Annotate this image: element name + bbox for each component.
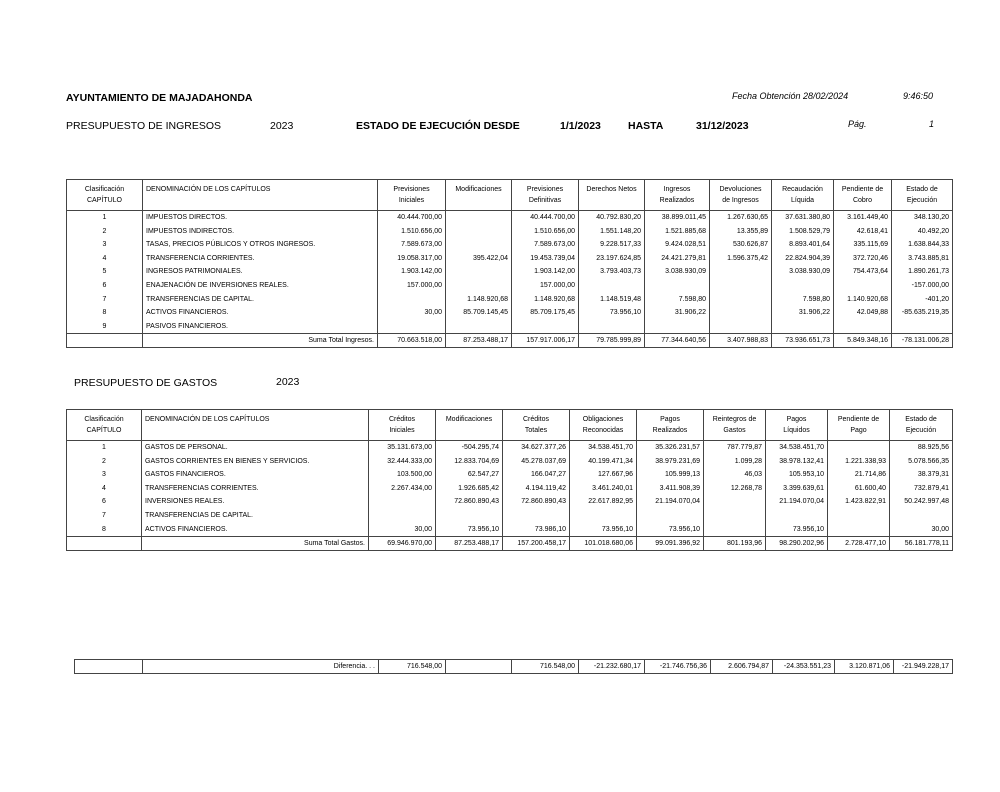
row-value: 34.538.451,70 <box>766 441 828 455</box>
row-value: 21.714,86 <box>828 468 890 482</box>
gastos-header-cell: DENOMINACIÓN DE LOS CAPÍTULOS <box>142 410 369 441</box>
diferencia-table <box>74 659 953 674</box>
row-code: 2 <box>67 225 143 239</box>
row-value: 372.720,46 <box>834 252 892 266</box>
row-value: 9.228.517,33 <box>579 238 645 252</box>
row-value: 31.906,22 <box>772 306 834 320</box>
table-row <box>67 279 953 293</box>
gastos-total-cell: 98.290.202,96 <box>766 537 828 551</box>
row-value: 1.890.261,73 <box>892 265 953 279</box>
entity-name: AYUNTAMIENTO DE MAJADAHONDA <box>66 92 253 104</box>
row-value <box>828 509 890 523</box>
row-value: 88.925,56 <box>890 441 953 455</box>
row-code: 1 <box>67 441 142 455</box>
row-value: 40.444.700,00 <box>512 211 579 225</box>
row-value: -401,20 <box>892 293 953 307</box>
ingresos-total-cell: 5.849.348,16 <box>834 334 892 348</box>
row-value <box>579 320 645 334</box>
row-value: 9.424.028,51 <box>645 238 710 252</box>
row-value: 3.793.403,73 <box>579 265 645 279</box>
row-value <box>369 495 436 509</box>
gastos-total-cell: 2.728.477,10 <box>828 537 890 551</box>
row-value: 72.860.890,43 <box>436 495 503 509</box>
row-value: 335.115,69 <box>834 238 892 252</box>
row-value: 7.598,80 <box>645 293 710 307</box>
state-label: ESTADO DE EJECUCIÓN DESDE <box>356 120 520 132</box>
row-denomination: INGRESOS PATRIMONIALES. <box>143 265 378 279</box>
gastos-total-row <box>67 537 953 551</box>
gastos-header-cell: Pendiente de Pago <box>828 410 890 441</box>
row-value <box>378 320 446 334</box>
gastos-header-cell: Pagos Líquidos <box>766 410 828 441</box>
row-value <box>446 238 512 252</box>
row-value: 1.521.885,68 <box>645 225 710 239</box>
row-code: 8 <box>67 523 142 537</box>
row-value: 40.199.471,34 <box>570 455 637 469</box>
row-value: 166.047,27 <box>503 468 570 482</box>
gastos-title: PRESUPUESTO DE GASTOS <box>74 377 218 389</box>
row-value <box>645 320 710 334</box>
diferencia-row <box>75 660 953 674</box>
ingresos-total-cell: -78.131.006,28 <box>892 334 953 348</box>
row-value: 157.000,00 <box>512 279 579 293</box>
row-value: 73.956,10 <box>766 523 828 537</box>
row-value: 7.589.673,00 <box>512 238 579 252</box>
row-value: 42.618,41 <box>834 225 892 239</box>
ingresos-total-label: Suma Total Ingresos. <box>143 334 378 348</box>
row-value: 1.510.656,00 <box>512 225 579 239</box>
ingresos-total-cell: 87.253.488,17 <box>446 334 512 348</box>
row-value <box>890 509 953 523</box>
gastos-header-cell: Créditos Iniciales <box>369 410 436 441</box>
row-denomination: TRANSFERENCIA CORRIENTES. <box>143 252 378 266</box>
row-value: 7.598,80 <box>772 293 834 307</box>
row-value: 73.956,10 <box>436 523 503 537</box>
row-code: 4 <box>67 252 143 266</box>
row-denomination: INVERSIONES REALES. <box>142 495 369 509</box>
gastos-header-cell: Estado de Ejecución <box>890 410 953 441</box>
row-value: 34.538.451,70 <box>570 441 637 455</box>
row-denomination: PASIVOS FINANCIEROS. <box>143 320 378 334</box>
row-value: 1.148.920,68 <box>512 293 579 307</box>
row-value: 754.473,64 <box>834 265 892 279</box>
row-code: 3 <box>67 238 143 252</box>
table-row <box>67 455 953 469</box>
ingresos-total-cell: 77.344.640,56 <box>645 334 710 348</box>
row-value <box>645 279 710 293</box>
diferencia-label: Diferencia. . . <box>143 660 379 674</box>
gastos-header-row <box>67 410 953 441</box>
row-value: 395.422,04 <box>446 252 512 266</box>
ingresos-header-cell: Derechos Netos <box>579 180 645 211</box>
row-value: 1.221.338,93 <box>828 455 890 469</box>
row-value <box>446 225 512 239</box>
gastos-header-cell: Clasificación CAPÍTULO <box>67 410 142 441</box>
gastos-total-cell: 801.193,96 <box>704 537 766 551</box>
row-value: 38.379,31 <box>890 468 953 482</box>
row-value: 85.709.145,45 <box>446 306 512 320</box>
row-value: 1.423.822,91 <box>828 495 890 509</box>
ingresos-total-cell: 70.663.518,00 <box>378 334 446 348</box>
diferencia-cell <box>446 660 512 674</box>
row-value: 127.667,96 <box>570 468 637 482</box>
row-value: 1.148.519,48 <box>579 293 645 307</box>
row-code: 3 <box>67 468 142 482</box>
diferencia-cell: -21.232.680,17 <box>579 660 645 674</box>
row-value: 21.194.070,04 <box>766 495 828 509</box>
row-value: 62.547,27 <box>436 468 503 482</box>
gastos-header-cell: Modificaciones <box>436 410 503 441</box>
table-row <box>67 293 953 307</box>
row-value: 105.953,10 <box>766 468 828 482</box>
ingresos-header-cell: Previsiones Definitivas <box>512 180 579 211</box>
row-value: 46,03 <box>704 468 766 482</box>
row-value <box>436 509 503 523</box>
row-value <box>378 293 446 307</box>
row-value: 19.453.739,04 <box>512 252 579 266</box>
row-value: 21.194.070,04 <box>637 495 704 509</box>
row-code: 6 <box>67 279 143 293</box>
table-row <box>67 523 953 537</box>
row-value <box>710 320 772 334</box>
row-value: 1.099,28 <box>704 455 766 469</box>
row-value: 1.510.656,00 <box>378 225 446 239</box>
row-value: 1.596.375,42 <box>710 252 772 266</box>
hasta-label: HASTA <box>628 120 664 132</box>
row-value <box>503 509 570 523</box>
row-value: 32.444.333,00 <box>369 455 436 469</box>
row-value: 3.399.639,61 <box>766 482 828 496</box>
row-code: 9 <box>67 320 143 334</box>
table-row <box>67 441 953 455</box>
row-value: 38.978.132,41 <box>766 455 828 469</box>
table-row <box>67 306 953 320</box>
row-value: 40.444.700,00 <box>378 211 446 225</box>
row-value: 40.792.830,20 <box>579 211 645 225</box>
row-value: 35.326.231,57 <box>637 441 704 455</box>
row-code: 6 <box>67 495 142 509</box>
gastos-total-cell: 87.253.488,17 <box>436 537 503 551</box>
row-value: 38.899.011,45 <box>645 211 710 225</box>
row-value <box>766 509 828 523</box>
row-value: 22.617.892,95 <box>570 495 637 509</box>
gastos-body <box>67 441 953 551</box>
fecha-obtencion: Fecha Obtención 28/02/2024 <box>732 91 849 101</box>
row-value: 13.355,89 <box>710 225 772 239</box>
table-row <box>67 482 953 496</box>
diferencia-cell: -21.949.228,17 <box>894 660 953 674</box>
row-value: 72.860.890,43 <box>503 495 570 509</box>
row-value <box>446 320 512 334</box>
gastos-header-cell: Créditos Totales <box>503 410 570 441</box>
gastos-total-cell: 69.946.970,00 <box>369 537 436 551</box>
time: 9:46:50 <box>903 91 934 101</box>
row-value: 2.267.434,00 <box>369 482 436 496</box>
page-label: Pág. <box>848 119 867 129</box>
row-denomination: IMPUESTOS INDIRECTOS. <box>143 225 378 239</box>
row-value <box>704 509 766 523</box>
gastos-table <box>66 409 953 551</box>
row-value <box>828 441 890 455</box>
gastos-total-cell: 99.091.396,92 <box>637 537 704 551</box>
ingresos-total-row <box>67 334 953 348</box>
row-value <box>579 279 645 293</box>
row-value: 103.500,00 <box>369 468 436 482</box>
row-denomination: GASTOS FINANCIEROS. <box>142 468 369 482</box>
ingresos-header-cell: Clasificación CAPÍTULO <box>67 180 143 211</box>
row-value: 30,00 <box>890 523 953 537</box>
row-value <box>710 279 772 293</box>
row-value: 85.709.175,45 <box>512 306 579 320</box>
ingresos-total-cell: 73.936.651,73 <box>772 334 834 348</box>
row-value <box>446 211 512 225</box>
ingresos-body <box>67 211 953 348</box>
row-value: 73.956,10 <box>637 523 704 537</box>
row-value: 31.906,22 <box>645 306 710 320</box>
row-denomination: IMPUESTOS DIRECTOS. <box>143 211 378 225</box>
row-value <box>834 279 892 293</box>
row-denomination: GASTOS DE PERSONAL. <box>142 441 369 455</box>
row-value <box>570 509 637 523</box>
diferencia-cell: 3.120.871,06 <box>835 660 894 674</box>
row-denomination: TRANSFERENCIAS DE CAPITAL. <box>142 509 369 523</box>
row-value: 12.833.704,69 <box>436 455 503 469</box>
ingresos-header-cell: Pendiente de Cobro <box>834 180 892 211</box>
ingresos-header-cell: Ingresos Realizados <box>645 180 710 211</box>
row-denomination: ACTIVOS FINANCIEROS. <box>143 306 378 320</box>
from-date: 1/1/2023 <box>560 120 601 132</box>
row-value <box>446 265 512 279</box>
row-value: 8.893.401,64 <box>772 238 834 252</box>
row-value: 23.197.624,85 <box>579 252 645 266</box>
table-row <box>67 509 953 523</box>
row-value: 1.638.844,33 <box>892 238 953 252</box>
gastos-year: 2023 <box>276 376 300 388</box>
row-value: 3.161.449,40 <box>834 211 892 225</box>
budget-title: PRESUPUESTO DE INGRESOS <box>66 120 222 132</box>
row-value: 3.743.885,81 <box>892 252 953 266</box>
row-value <box>772 320 834 334</box>
gastos-header-cell: Reintegros de Gastos <box>704 410 766 441</box>
row-value: 732.879,41 <box>890 482 953 496</box>
ingresos-total-cell: 79.785.999,89 <box>579 334 645 348</box>
ingresos-header-row <box>67 180 953 211</box>
ingresos-header-cell: DENOMINACIÓN DE LOS CAPÍTULOS <box>143 180 378 211</box>
row-value: 40.492,20 <box>892 225 953 239</box>
gastos-header-cell: Obligaciones Reconocidas <box>570 410 637 441</box>
row-value <box>772 279 834 293</box>
row-value: 3.038.930,09 <box>645 265 710 279</box>
row-value: 73.956,10 <box>570 523 637 537</box>
row-value: 7.589.673,00 <box>378 238 446 252</box>
row-value <box>369 509 436 523</box>
row-value: 19.058.317,00 <box>378 252 446 266</box>
ingresos-header-cell: Modificaciones <box>446 180 512 211</box>
row-value: -85.635.219,35 <box>892 306 953 320</box>
row-value: 157.000,00 <box>378 279 446 293</box>
table-row <box>67 211 953 225</box>
row-value: 73.986,10 <box>503 523 570 537</box>
table-row <box>67 265 953 279</box>
row-denomination: TRANSFERENCIAS CORRIENTES. <box>142 482 369 496</box>
table-row <box>67 225 953 239</box>
row-code: 7 <box>67 293 143 307</box>
row-code: 7 <box>67 509 142 523</box>
row-value <box>637 509 704 523</box>
row-denomination: ENAJENACIÓN DE INVERSIONES REALES. <box>143 279 378 293</box>
row-value: -504.295,74 <box>436 441 503 455</box>
row-code: 8 <box>67 306 143 320</box>
row-value: 30,00 <box>369 523 436 537</box>
row-value: 45.278.037,69 <box>503 455 570 469</box>
diferencia-cell: -21.746.756,36 <box>645 660 711 674</box>
diferencia-cell: 2.606.794,87 <box>711 660 773 674</box>
row-value: 5.078.566,35 <box>890 455 953 469</box>
row-value: 30,00 <box>378 306 446 320</box>
row-value: 12.268,78 <box>704 482 766 496</box>
row-value: 3.461.240,01 <box>570 482 637 496</box>
ingresos-header-cell: Devoluciones de Ingresos <box>710 180 772 211</box>
row-value: 787.779,87 <box>704 441 766 455</box>
gastos-total-cell: 56.181.778,11 <box>890 537 953 551</box>
row-value: 73.956,10 <box>579 306 645 320</box>
row-value: 61.600,40 <box>828 482 890 496</box>
diferencia-cell: 716.548,00 <box>379 660 446 674</box>
row-value: 530.626,87 <box>710 238 772 252</box>
row-value <box>834 320 892 334</box>
row-value: 22.824.904,39 <box>772 252 834 266</box>
row-value <box>892 320 953 334</box>
row-value: 4.194.119,42 <box>503 482 570 496</box>
page-number: 1 <box>929 119 935 129</box>
ingresos-table <box>66 179 953 348</box>
row-value: 35.131.673,00 <box>369 441 436 455</box>
row-value: 1.903.142,00 <box>378 265 446 279</box>
row-value: 1.551.148,20 <box>579 225 645 239</box>
budget-year: 2023 <box>270 120 294 132</box>
row-value <box>828 523 890 537</box>
total-blank <box>67 537 142 551</box>
row-value: 37.631.380,80 <box>772 211 834 225</box>
row-code: 5 <box>67 265 143 279</box>
row-value: 24.421.279,81 <box>645 252 710 266</box>
row-value <box>512 320 579 334</box>
row-value: 1.148.920,68 <box>446 293 512 307</box>
gastos-header-cell: Pagos Realizados <box>637 410 704 441</box>
row-value: 105.999,13 <box>637 468 704 482</box>
row-value: 50.242.997,48 <box>890 495 953 509</box>
row-value <box>710 306 772 320</box>
row-value <box>704 495 766 509</box>
to-date: 31/12/2023 <box>696 120 749 132</box>
table-row <box>67 320 953 334</box>
row-value: 1.508.529,79 <box>772 225 834 239</box>
row-denomination: TRANSFERENCIAS DE CAPITAL. <box>143 293 378 307</box>
row-value: 34.627.377,26 <box>503 441 570 455</box>
table-row <box>67 238 953 252</box>
ingresos-header-cell: Estado de Ejecución <box>892 180 953 211</box>
gastos-total-label: Suma Total Gastos. <box>142 537 369 551</box>
row-denomination: ACTIVOS FINANCIEROS. <box>142 523 369 537</box>
diferencia-cell: -24.353.551,23 <box>773 660 835 674</box>
total-blank <box>67 334 143 348</box>
diferencia-cell: 716.548,00 <box>512 660 579 674</box>
gastos-total-cell: 157.200.458,17 <box>503 537 570 551</box>
row-value <box>710 265 772 279</box>
row-value: 38.979.231,69 <box>637 455 704 469</box>
row-value: 3.411.908,39 <box>637 482 704 496</box>
row-code: 1 <box>67 211 143 225</box>
row-value: 42.049,88 <box>834 306 892 320</box>
row-value: 1.903.142,00 <box>512 265 579 279</box>
row-code: 2 <box>67 455 142 469</box>
row-value: 1.140.920,68 <box>834 293 892 307</box>
row-value: 348.130,20 <box>892 211 953 225</box>
row-denomination: TASAS, PRECIOS PÚBLICOS Y OTROS INGRESOS. <box>143 238 378 252</box>
row-value: 3.038.930,09 <box>772 265 834 279</box>
gastos-total-cell: 101.018.680,06 <box>570 537 637 551</box>
row-value <box>704 523 766 537</box>
row-value <box>446 279 512 293</box>
row-value: -157.000,00 <box>892 279 953 293</box>
diferencia-blank <box>75 660 143 674</box>
ingresos-header-cell: Recaudación Líquida <box>772 180 834 211</box>
ingresos-header-cell: Previsiones Iniciales <box>378 180 446 211</box>
row-denomination: GASTOS CORRIENTES EN BIENES Y SERVICIOS. <box>142 455 369 469</box>
table-row <box>67 495 953 509</box>
row-value: 1.926.685,42 <box>436 482 503 496</box>
row-code: 4 <box>67 482 142 496</box>
ingresos-total-cell: 157.917.006,17 <box>512 334 579 348</box>
ingresos-total-cell: 3.407.988,83 <box>710 334 772 348</box>
table-row <box>67 468 953 482</box>
row-value <box>710 293 772 307</box>
table-row <box>67 252 953 266</box>
row-value: 1.267.630,65 <box>710 211 772 225</box>
